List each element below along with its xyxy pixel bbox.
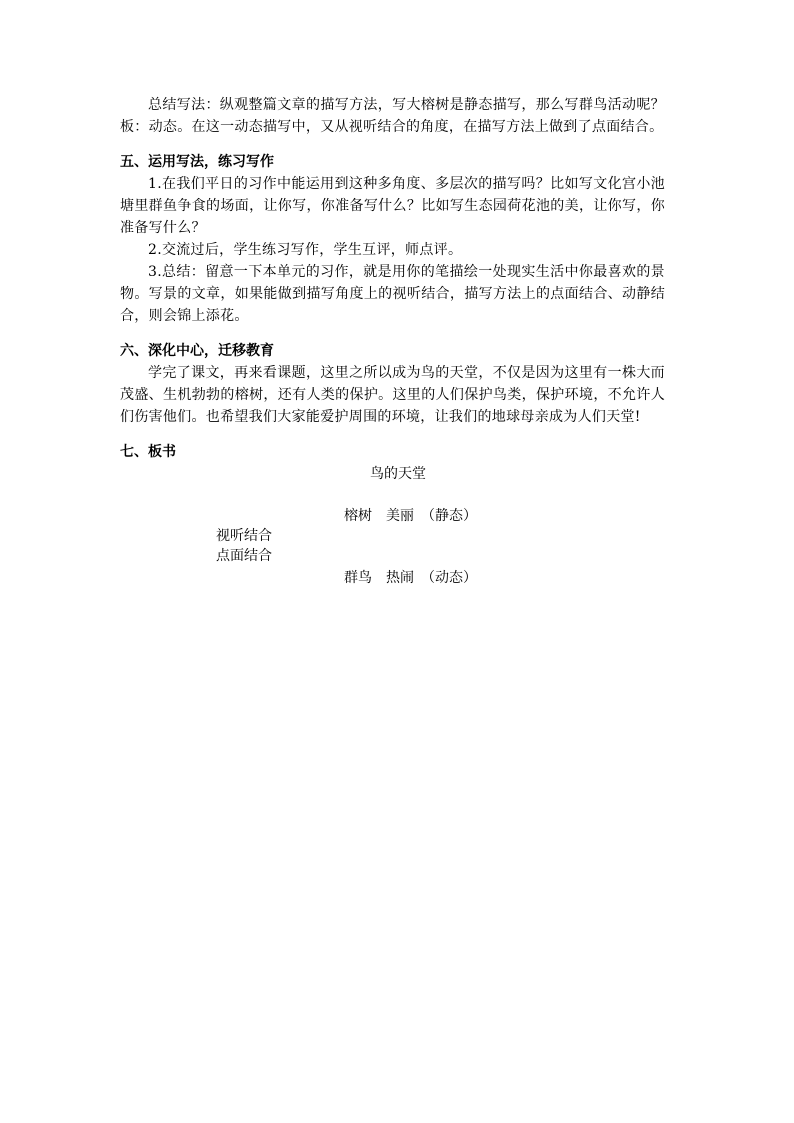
board-row-birds: 群鸟 热闹 （动态）	[344, 570, 477, 586]
board-left-audiovisual: 视听结合	[216, 528, 272, 544]
summary-paragraph: 总结写法：纵观整篇文章的描写方法，写大榕树是静态描写，那么写群鸟活动呢？板：动态。在这一动态描写中，又从视听结合的角度，在描写方法上做到了点面结合。	[120, 97, 665, 135]
section-heading-6: 六、深化中心，迁移教育	[120, 343, 274, 359]
section-heading-7: 七、板书	[120, 444, 176, 460]
section5-item-1: 1.在我们平日的习作中能运用到这种多角度、多层次的描写吗？比如写文化宫小池塘里群鱼争食的场面，让你写，你准备写什么？比如写生态园荷花池的美，让你写，你准备写什么？	[120, 176, 665, 236]
blackboard-layout	[120, 463, 665, 593]
section6-paragraph: 学完了课文，再来看课题，这里之所以成为鸟的天堂，不仅是因为这里有一株大而茂盛、生机勃勃的榕树，还有人类的保护。这里的人们保护鸟类，保护环境，不允许人们伤害他们。也希望我们大家能爱护周围的环境，让我们的地球母亲成为人们天堂!	[120, 365, 665, 425]
board-row-banyan: 榕树 美丽 （静态）	[344, 508, 477, 524]
section-heading-5: 五、运用写法，练习写作	[120, 154, 274, 170]
section5-item-2: 2.交流过后，学生练习写作，学生互评，师点评。	[148, 242, 463, 258]
document-page	[120, 94, 665, 593]
section5-item-3: 3.总结：留意一下本单元的习作，就是用你的笔描绘一处现实生活中你最喜欢的景物。写景的文章，如果能做到描写角度上的视听结合，描写方法上的点面结合、动静结合，则会锦上添花。	[120, 264, 665, 324]
board-left-point-surface: 点面结合	[216, 548, 272, 564]
board-title: 鸟的天堂	[370, 466, 426, 482]
